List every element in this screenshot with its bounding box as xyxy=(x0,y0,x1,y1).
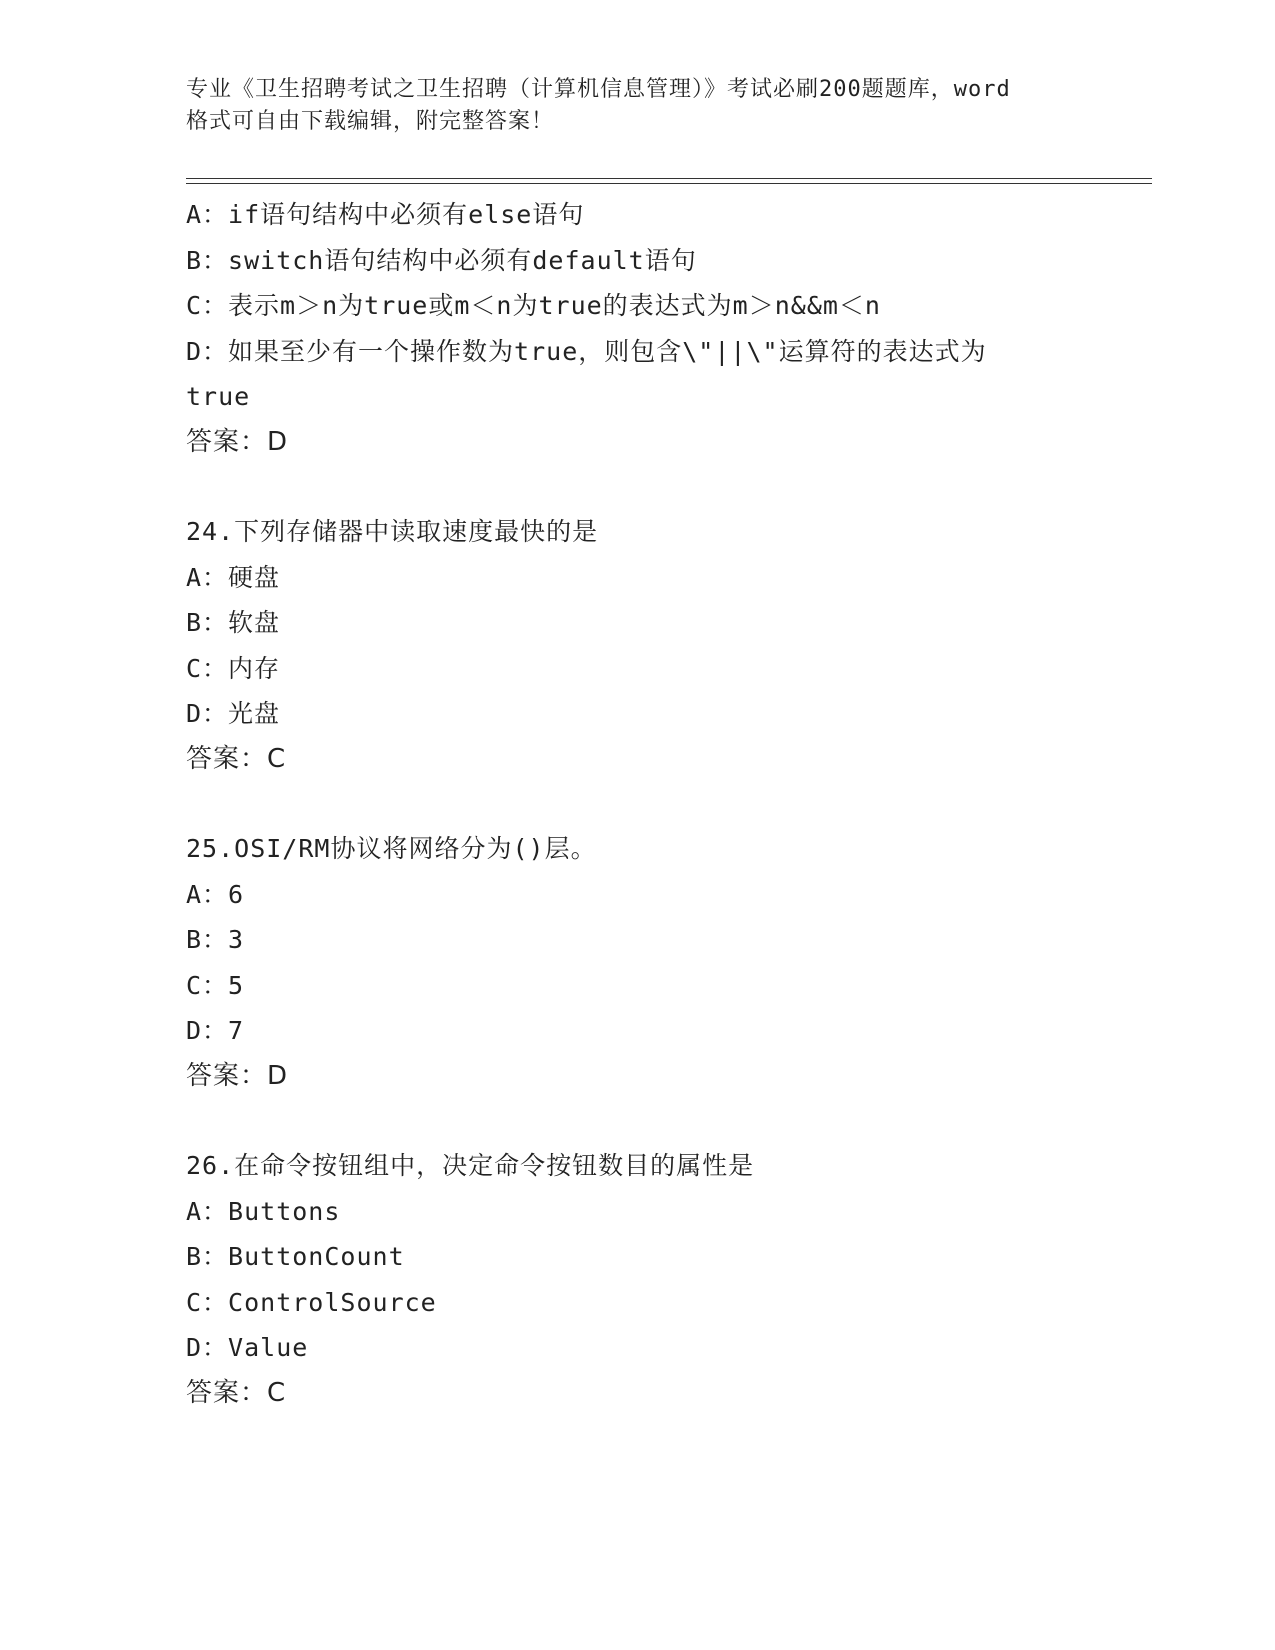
option-b: B：软盘 xyxy=(186,608,281,637)
question-spacer xyxy=(186,465,1126,509)
question-block-26 xyxy=(186,1143,1126,1416)
question-text: 25.OSI/RM协议将网络分为()层。 xyxy=(186,834,597,863)
document-header xyxy=(186,74,1086,138)
question-block-24 xyxy=(186,509,1126,782)
option-b: B：ButtonCount xyxy=(186,1242,405,1271)
option-d: D：光盘 xyxy=(186,699,281,728)
answer-line: 答案：D xyxy=(186,1060,289,1091)
question-text: 24.下列存储器中读取速度最快的是 xyxy=(186,517,599,546)
option-a: A：Buttons xyxy=(186,1196,341,1226)
option-b: B：switch语句结构中必须有default语句 xyxy=(186,245,697,275)
option-c: C：内存 xyxy=(186,653,281,683)
question-spacer xyxy=(186,1099,1126,1143)
answer-line: 答案：C xyxy=(186,743,287,774)
question-block-25 xyxy=(186,826,1126,1099)
option-b: B：3 xyxy=(186,925,245,954)
header-title-line-2: 格式可自由下载编辑，附完整答案！ xyxy=(186,109,555,134)
option-c: C：表示m＞n为true或m＜n为true的表达式为m＞n&&m＜n xyxy=(186,291,881,320)
option-c: C：5 xyxy=(186,970,245,1000)
question-text: 26.在命令按钮组中，决定命令按钮数目的属性是 xyxy=(186,1151,755,1180)
option-d: D：如果至少有一个操作数为true，则包含\"||\"运算符的表达式为 xyxy=(186,336,987,366)
question-spacer xyxy=(186,782,1126,826)
option-d: D：Value xyxy=(186,1333,309,1362)
question-list xyxy=(186,192,1126,1416)
header-divider-bottom xyxy=(186,183,1152,184)
answer-line: 答案：D xyxy=(186,426,289,457)
question-block-23 xyxy=(186,192,1126,465)
header-title-line-1: 专业《卫生招聘考试之卫生招聘（计算机信息管理）》考试必刷200题题库，word xyxy=(186,77,1011,102)
option-d: D：7 xyxy=(186,1016,245,1045)
option-a: A：if语句结构中必须有else语句 xyxy=(186,200,585,229)
option-a: A：硬盘 xyxy=(186,562,281,592)
option-a: A：6 xyxy=(186,879,245,909)
answer-line: 答案：C xyxy=(186,1377,287,1408)
header-divider-top xyxy=(186,178,1152,179)
option-d-continued: true xyxy=(186,382,251,411)
option-c: C：ControlSource xyxy=(186,1287,437,1317)
